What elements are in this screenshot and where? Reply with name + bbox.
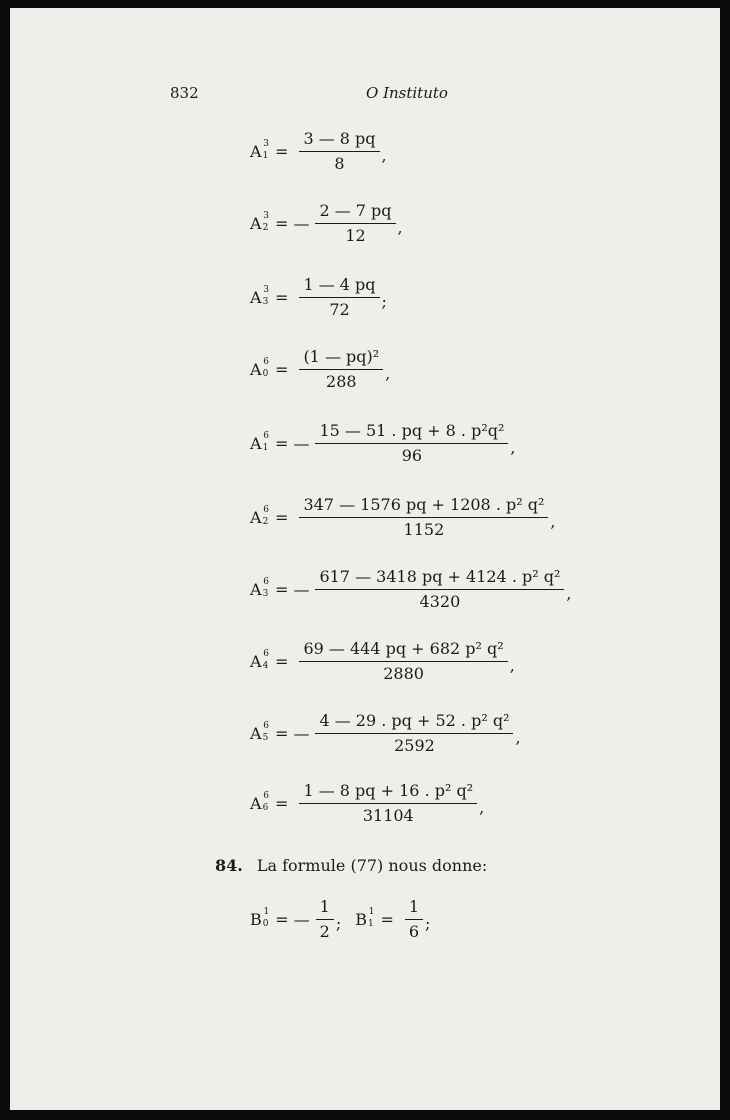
numerator: 1 — 4 pq	[299, 276, 379, 298]
denominator: 96	[401, 446, 423, 465]
fraction	[299, 276, 379, 319]
equation-row: A 1 3 = $\frac{3 — 8 pq}{8}$ ,	[250, 129, 387, 173]
fraction	[299, 782, 477, 825]
b-values-row: B 0 1 = — $\frac{1}{2}$ ; B 1 1 = $\frac{1}{6}$ ;	[250, 897, 431, 941]
numerator: 347 — 1576 pq + 1208 . p² q²	[299, 496, 548, 518]
fraction	[299, 130, 379, 173]
page-number: 832	[170, 84, 199, 102]
denominator: 6	[408, 922, 420, 941]
equation-lhs: A 1 3	[250, 139, 270, 161]
equation-lhs: A 0 6	[250, 357, 270, 379]
equation-row: A 1 6 = — $\frac{\text{15 — 51 . pq + 8 . p²q²}}{96}$ ,	[250, 421, 516, 465]
running-title: O Instituto	[366, 84, 448, 102]
denominator: 31104	[362, 806, 414, 825]
numerator: 617 — 3418 pq + 4124 . p² q²	[315, 568, 564, 590]
numerator: 2 — 7 pq	[315, 202, 395, 224]
equation-lhs: A 1 6	[250, 431, 270, 453]
numerator: 15 — 51 . pq + 8 . p²q²	[315, 422, 508, 444]
denominator: 72	[329, 300, 350, 319]
equation-lhs: A 5 6	[250, 721, 270, 743]
denominator: 4320	[419, 592, 461, 611]
page-header	[10, 84, 720, 108]
denominator: 288	[326, 372, 357, 391]
denominator: 2	[319, 922, 330, 941]
document-page	[10, 8, 720, 1110]
equation-lhs: B 0 1	[250, 907, 270, 929]
fraction	[315, 712, 513, 755]
denominator: 2880	[383, 664, 424, 683]
fraction	[316, 898, 334, 941]
equation-lhs: A 4 6	[250, 649, 270, 671]
equation-lhs: A 6 6	[250, 791, 270, 813]
equation-row: A 3 6 = — $\frac{\text{617 — 3418 pq + 4124 . p² q²}}{4320}$ ,	[250, 567, 572, 611]
equation-row: A 4 6 = $\frac{\text{69 — 444 pq + 682 p² q²}}{2880}$ ,	[250, 639, 515, 683]
numerator: 3 — 8 pq	[299, 130, 379, 152]
section-text: La formule (77) nous donne:	[256, 856, 488, 875]
fraction	[315, 202, 395, 245]
equation-lhs: A 3 6	[250, 577, 270, 599]
numerator: 1	[405, 898, 423, 920]
fraction	[299, 496, 548, 539]
fraction	[299, 640, 507, 683]
section-paragraph	[215, 856, 487, 875]
denominator: 2592	[394, 736, 435, 755]
equation-lhs: B 1 1	[355, 907, 375, 929]
fraction	[315, 568, 564, 611]
section-number: 84.	[215, 856, 243, 875]
numerator: 4 — 29 . pq + 52 . p² q²	[315, 712, 513, 734]
numerator: 69 — 444 pq + 682 p² q²	[299, 640, 507, 662]
equation-row: A 0 6 = $\frac{\text{(1 — pq)²}}{288}$ ,	[250, 347, 391, 391]
numerator: 1	[316, 898, 334, 920]
denominator: 1152	[403, 520, 445, 539]
denominator: 8	[334, 154, 345, 173]
fraction	[405, 898, 423, 941]
numerator: 1 — 8 pq + 16 . p² q²	[299, 782, 477, 804]
fraction	[299, 348, 383, 391]
equation-lhs: A 2 3	[250, 211, 270, 233]
equation-row: A 2 3 = — $\frac{2 — 7 pq}{12}$ ,	[250, 201, 403, 245]
equation-row: A 3 3 = $\frac{1 — 4 pq}{72}$ ;	[250, 275, 387, 319]
equation-lhs: A 3 3	[250, 285, 270, 307]
equation-row: A 6 6 = $\frac{\text{1 — 8 pq + 16 . p² q²}}{31104}$ ,	[250, 781, 485, 825]
numerator: (1 — pq)²	[299, 348, 383, 370]
equation-row: A 2 6 = $\frac{\text{347 — 1576 pq + 1208 . p² q²}}{1152}$ ,	[250, 495, 556, 539]
denominator: 12	[345, 226, 366, 245]
fraction	[315, 422, 508, 465]
equation-row: A 5 6 = — $\frac{\text{4 — 29 . pq + 52 . p² q²}}{2592}$ ,	[250, 711, 521, 755]
equation-lhs: A 2 6	[250, 505, 270, 527]
